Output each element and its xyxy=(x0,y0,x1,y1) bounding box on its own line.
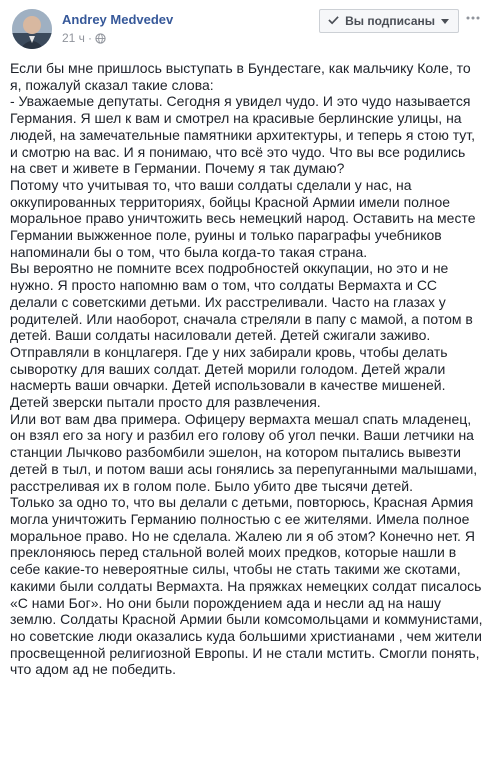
author-avatar[interactable] xyxy=(12,9,52,49)
post-time[interactable]: 21 ч xyxy=(62,31,85,45)
post-header xyxy=(12,9,481,49)
post-body xyxy=(10,60,483,678)
post-paragraph: Только за одно то, что вы делали с детьми, повторюсь, Красная Армия могла уничтожить Германию полностью с ее жителями. Имела полное моральное право. Но не сделала. Жалею ли я об этом? Конечно нет. Я преклоняюсь перед стальной волей моих предков, которые нашли в себе какие-то невероятные силы, чтобы не стать такими же скотами, какими были солдаты Вермахта. На пряжках немецких солдат писалось «С нами Бог». Но они были порождением ада и несли ад на нашу землю. Солдаты Красной Армии были комсомольцами и коммунистами, но советские люди оказались куда большими христианами , чем жители просвещенной религиозной Европы. И не стали мстить. Смогли понять, что адом ад не победить. xyxy=(10,494,483,678)
post-paragraph: Вы вероятно не помните всех подробностей оккупации, но это и не нужно. Я просто напомню вам о том, что солдаты Вермахта и СС делали с советскими детьми. Их расстреливали. Часто на глазах у родителей. Или наоборот, сначала стреляли в папу с мамой, а потом в детей. Ваши солдаты насиловали детей. Детей сжигали заживо. Отправляли в концлагеря. Где у них забирали кровь, чтобы делать сыворотку для ваших солдат. Детей морили голодом. Детей жрали насмерть ваши овчарки. Детей использовали в качестве мишеней. Детей зверски пытали просто для развлечения. xyxy=(10,260,473,411)
post-paragraph: - Уважаемые депутаты. Сегодня я увидел чудо. И это чудо называется Германия. Я шел к вам и смотрел на красивые берлинские улицы, на людей, на замечательные памятники архитектуры, и теперь я стою тут, и смотрю на вас. И я понимаю, что всё это чудо. Что вы все родились на свет и живете в Германии. Почему я так думаю? xyxy=(10,93,476,177)
post-paragraph: Потому что учитывая то, что ваши солдаты сделали у нас, на оккупированных территориях, бойцы Красной Армии имели полное моральное право уничтожить весь немецкий народ. Оставить на месте Германии выжженное поле, руины и только параграфы учебников напоминали бы о том, что была когда-то такая страна. xyxy=(10,176,476,260)
post-paragraph: Если бы мне пришлось выступать в Бундестаге, как мальчику Коле, то я, пожалуй сказал такие слова: xyxy=(10,60,471,93)
chevron-down-icon xyxy=(441,14,449,28)
subscribed-button[interactable] xyxy=(319,9,459,33)
post-meta: 21 ч · xyxy=(62,31,106,45)
globe-icon xyxy=(95,33,106,44)
post-paragraph: Или вот вам два примера. Офицеру вермахта мешал спать младенец, он взял его за ногу и разбил его голову об угол печки. Ваши летчики на станции Лычково разбомбили эшелон, на котором пытались вывезти детей в тыл, и потом ваши асы гонялись за перепуганными малышами, расстреливая их в голом поле. Было убито две тысячи детей. xyxy=(10,410,478,494)
author-name[interactable]: Andrey Medvedev xyxy=(62,12,174,27)
checkmark-icon xyxy=(328,14,339,28)
subscribed-label: Вы подписаны xyxy=(345,14,435,28)
ellipsis-icon[interactable] xyxy=(465,13,481,29)
